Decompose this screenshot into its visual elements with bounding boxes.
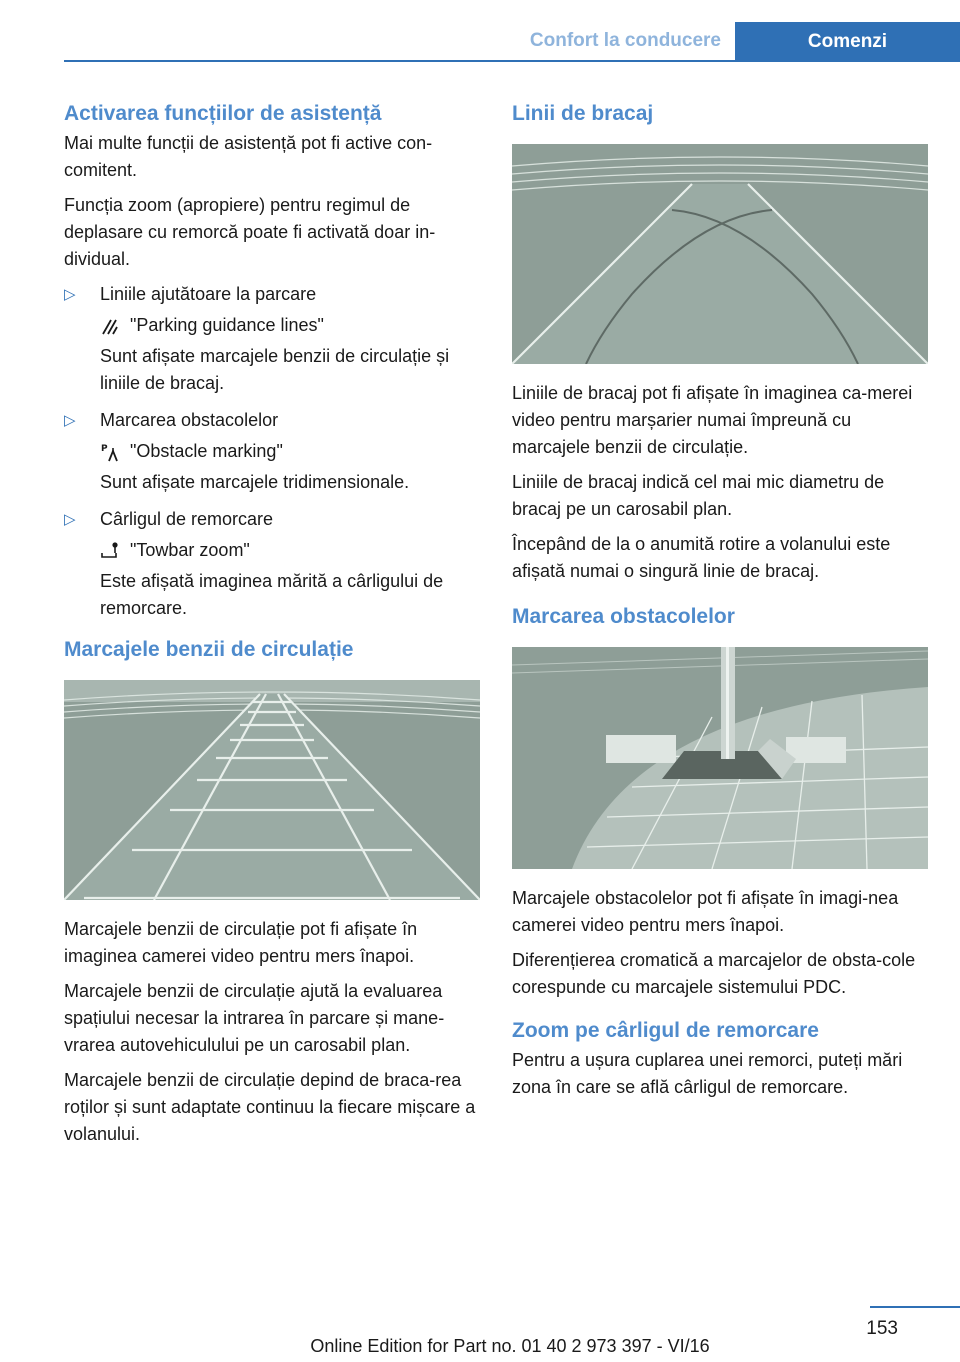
heading-obstacle-marking: Marcarea obstacolelor	[512, 605, 735, 628]
item-setting	[100, 438, 480, 465]
paragraph-turning-1: Liniile de bracaj pot fi afișate în imaginea ca‐merei video pentru marșarier numai împreună cu marcajele benzii de circulație.	[512, 383, 913, 457]
paragraph-activation-1: Mai multe funcții de asistență pot fi active con‐comitent.	[64, 133, 433, 180]
paragraph-lanes-3: Marcajele benzii de circulație depind de braca‐rea roților și sunt adaptate continuu la fiecare mișcare a volanului.	[64, 1070, 476, 1144]
right-column	[512, 98, 928, 1109]
heading-towbar-zoom: Zoom pe cârligul de remorcare	[512, 1019, 819, 1042]
triangle-bullet-icon: ▷	[64, 286, 76, 303]
item-description: Este afișată imaginea mărită a cârligului de remorcare.	[100, 571, 444, 618]
svg-text:P: P	[101, 443, 108, 454]
paragraph-turning-3: Începând de la o anumită rotire a volanului este afișată numai o singură linie de bracaj.	[512, 534, 891, 581]
setting-label: "Obstacle marking"	[130, 441, 283, 461]
paragraph-obstacle-1: Marcajele obstacolelor pot fi afișate în imagi‐nea camerei video pentru mers înapoi.	[512, 888, 899, 935]
heading-turning-lines: Linii de bracaj	[512, 102, 654, 125]
turning-lines-camera-image	[512, 144, 928, 364]
item-title: Liniile ajutătoare la parcare	[100, 284, 317, 304]
heading-lane-markings: Marcajele benzii de circulație	[64, 638, 354, 661]
item-description: Sunt afișate marcajele benzii de circulație și liniile de bracaj.	[100, 346, 450, 393]
header-rule	[64, 60, 960, 62]
edition-note: Online Edition for Part no. 01 40 2 973 397 - VI/16	[310, 1336, 710, 1356]
assist-function-list	[64, 281, 480, 622]
obstacle-marking-camera-image	[512, 647, 928, 869]
paragraph-lanes-2: Marcajele benzii de circulație ajută la evaluarea spațiului necesar la intrarea în parcare și mane‐vrarea autovehiculului pe un carosabil plan.	[64, 981, 445, 1055]
heading-activation: Activarea funcțiilor de asistență	[64, 102, 382, 125]
item-description: Sunt afișate marcajele tridimensionale.	[100, 472, 410, 492]
footer-rule	[870, 1306, 960, 1308]
item-title: Marcarea obstacolelor	[100, 410, 279, 430]
paragraph-towbar-zoom: Pentru a ușura cuplarea unei remorci, puteți mări zona în care se află cârligul de remorcare.	[512, 1050, 903, 1097]
paragraph-lanes-1: Marcajele benzii de circulație pot fi afișate în imaginea camerei video pentru mers înapoi.	[64, 919, 418, 966]
parking-lines-icon	[100, 316, 120, 336]
list-item	[64, 407, 480, 496]
paragraph-turning-2: Liniile de bracaj indică cel mai mic diametru de bracaj pe un carosabil plan.	[512, 472, 885, 519]
list-item	[64, 506, 480, 622]
paragraph-activation-2: Funcția zoom (apropiere) pentru regimul de deplasare cu remorcă poate fi activată doar in‐dividual.	[64, 195, 436, 269]
lane-markings-camera-image	[64, 680, 480, 900]
setting-label: "Parking guidance lines"	[130, 315, 324, 335]
obstacle-marking-icon	[100, 442, 120, 462]
header-section-title: Confort la conducere	[529, 30, 721, 51]
towbar-icon	[100, 541, 120, 561]
item-setting	[100, 537, 480, 564]
paragraph-obstacle-2: Diferențierea cromatică a marcajelor de obsta‐cole corespunde cu marcajele sistemului PDC.	[512, 950, 916, 997]
page-number: 153	[866, 1318, 898, 1339]
left-column	[64, 98, 480, 1156]
setting-label: "Towbar zoom"	[130, 540, 250, 560]
item-title: Cârligul de remorcare	[100, 509, 274, 529]
triangle-bullet-icon: ▷	[64, 511, 76, 528]
item-setting	[100, 312, 480, 339]
list-item	[64, 281, 480, 397]
triangle-bullet-icon: ▷	[64, 412, 76, 429]
header-chapter-tab: Comenzi	[735, 22, 960, 62]
